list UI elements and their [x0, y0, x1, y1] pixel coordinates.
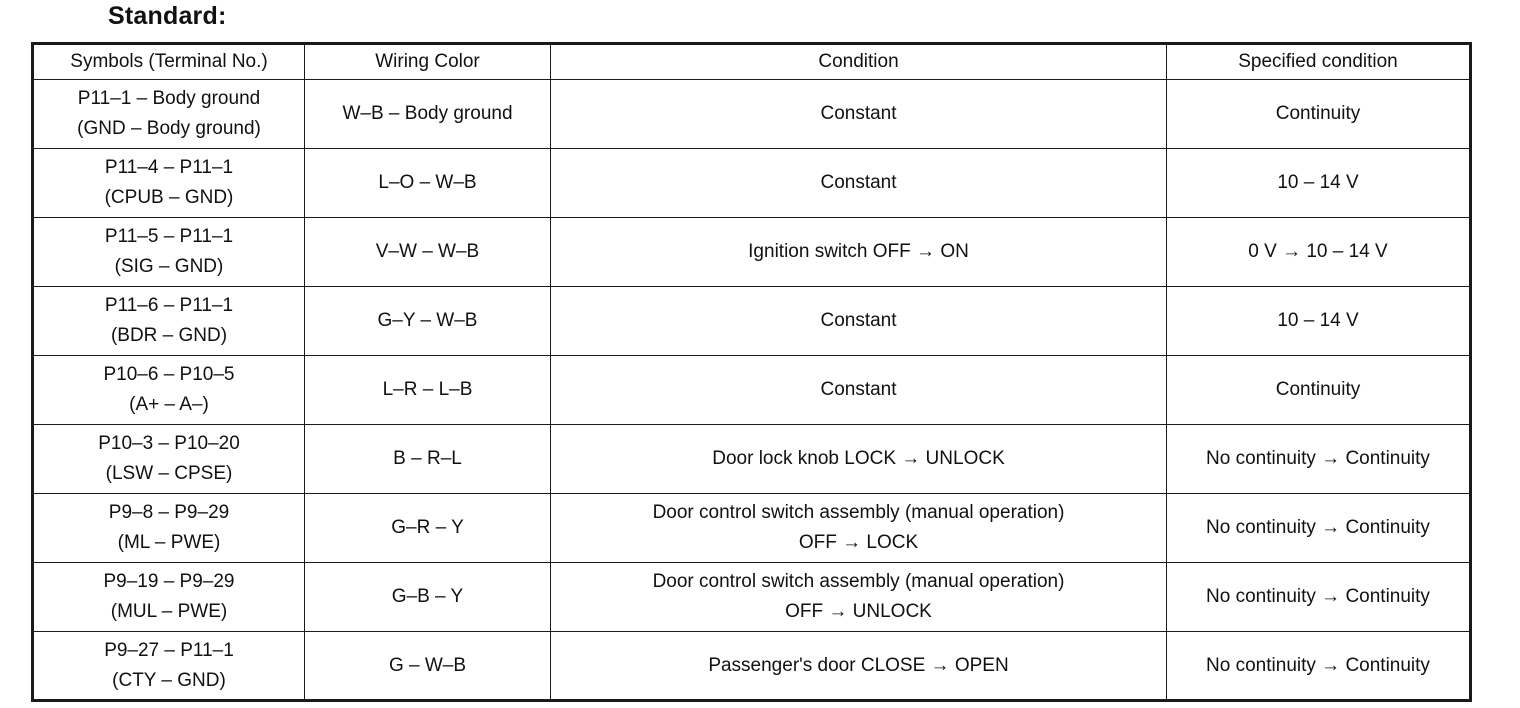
symbol-cell	[33, 425, 305, 494]
symbol-line: (ML – PWE)	[117, 532, 221, 553]
symbol-line: (CTY – GND)	[112, 669, 226, 691]
wiring-color-cell: V–W – W–B	[305, 218, 551, 287]
header-specified-condition: Specified condition	[1167, 44, 1471, 80]
table-row	[33, 149, 1471, 218]
symbol-line: P9–27 – P11–1	[104, 639, 234, 661]
wiring-color-cell: G–Y – W–B	[305, 287, 551, 356]
symbol-cell	[33, 218, 305, 287]
table-header-row	[33, 44, 1471, 80]
page-title: Standard:	[108, 2, 227, 30]
specified-condition-cell: 10 – 14 V	[1167, 287, 1471, 356]
specified-condition-cell: Continuity	[1167, 356, 1471, 425]
table-row	[33, 218, 1471, 287]
condition-cell	[551, 632, 1167, 701]
condition-line: Door lock knob LOCK → UNLOCK	[712, 448, 1005, 469]
table-row	[33, 80, 1471, 149]
condition-line: Constant	[820, 310, 897, 331]
symbol-line: P11–4 – P11–1	[104, 157, 234, 178]
condition-line: Door control switch assembly (manual operation)	[652, 502, 1065, 523]
table-body	[33, 80, 1471, 701]
header-symbols: Symbols (Terminal No.)	[33, 44, 305, 80]
condition-line: Constant	[820, 172, 897, 193]
symbol-cell	[33, 80, 305, 149]
symbol-cell	[33, 494, 305, 563]
symbol-line: (MUL – PWE)	[110, 601, 228, 622]
condition-line: OFF → LOCK	[798, 532, 919, 553]
condition-line: Constant	[820, 103, 897, 124]
table-row	[33, 425, 1471, 494]
symbol-cell	[33, 563, 305, 632]
symbol-cell	[33, 632, 305, 701]
symbol-line: (A+ – A–)	[129, 394, 209, 415]
symbol-line: P11–6 – P11–1	[104, 295, 234, 316]
specified-condition-cell: No continuity → Continuity	[1167, 563, 1471, 632]
condition-line: Constant	[820, 379, 897, 400]
wiring-color-cell: G–R – Y	[305, 494, 551, 563]
condition-line: Ignition switch OFF → ON	[748, 241, 969, 262]
table-row	[33, 356, 1471, 425]
header-wiring-color: Wiring Color	[305, 44, 551, 80]
wiring-color-cell: G–B – Y	[305, 563, 551, 632]
symbol-line: P11–5 – P11–1	[104, 226, 234, 247]
symbol-line: P10–6 – P10–5	[103, 364, 235, 385]
specified-condition-cell: 10 – 14 V	[1167, 149, 1471, 218]
condition-cell	[551, 356, 1167, 425]
symbol-line: (SIG – GND)	[114, 256, 224, 277]
symbol-cell	[33, 356, 305, 425]
symbol-line: (BDR – GND)	[110, 325, 228, 346]
wiring-color-cell: G – W–B	[305, 632, 551, 701]
condition-cell	[551, 80, 1167, 149]
symbol-line: P10–3 – P10–20	[98, 433, 240, 454]
condition-cell	[551, 287, 1167, 356]
condition-line: Passenger's door CLOSE → OPEN	[708, 654, 1009, 676]
symbol-line: (LSW – CPSE)	[105, 463, 233, 484]
table-row	[33, 563, 1471, 632]
wiring-color-cell: W–B – Body ground	[305, 80, 551, 149]
specified-condition-cell: 0 V → 10 – 14 V	[1167, 218, 1471, 287]
symbol-line: P11–1 – Body ground	[77, 88, 261, 109]
condition-cell	[551, 149, 1167, 218]
condition-cell	[551, 494, 1167, 563]
specified-condition-cell: No continuity → Continuity	[1167, 494, 1471, 563]
standard-spec-table	[31, 42, 1472, 702]
table-row	[33, 494, 1471, 563]
table-row	[33, 632, 1471, 701]
symbol-line: P9–8 – P9–29	[108, 502, 230, 523]
symbol-cell	[33, 149, 305, 218]
specified-condition-cell: No continuity → Continuity	[1167, 632, 1471, 701]
condition-cell	[551, 563, 1167, 632]
wiring-color-cell: L–R – L–B	[305, 356, 551, 425]
table-row	[33, 287, 1471, 356]
symbol-line: (GND – Body ground)	[77, 118, 261, 139]
condition-line: Door control switch assembly (manual operation)	[652, 571, 1065, 592]
condition-line: OFF → UNLOCK	[785, 601, 932, 622]
symbol-line: P9–19 – P9–29	[103, 571, 235, 592]
symbol-cell	[33, 287, 305, 356]
wiring-color-cell: B – R–L	[305, 425, 551, 494]
wiring-color-cell: L–O – W–B	[305, 149, 551, 218]
specified-condition-cell: No continuity → Continuity	[1167, 425, 1471, 494]
specified-condition-cell: Continuity	[1167, 80, 1471, 149]
header-condition: Condition	[551, 44, 1167, 80]
condition-cell	[551, 218, 1167, 287]
symbol-line: (CPUB – GND)	[104, 187, 234, 208]
condition-cell	[551, 425, 1167, 494]
